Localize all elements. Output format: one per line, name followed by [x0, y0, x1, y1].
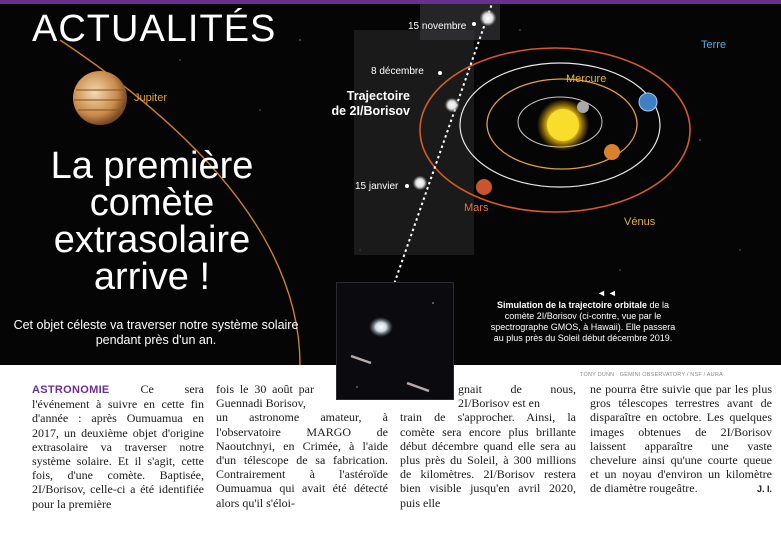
jupiter-planet — [73, 71, 127, 125]
sun-core — [547, 109, 579, 141]
section-title: ACTUALITÉS — [32, 8, 277, 50]
headline-line: comète — [89, 182, 215, 224]
image-caption — [487, 300, 679, 344]
date-label-december: 8 décembre — [371, 66, 424, 77]
trajectory-label-line: Trajectoire — [346, 89, 410, 103]
mars-planet — [476, 179, 492, 195]
date-label-january: 15 janvier — [355, 181, 399, 192]
trajectory-panel — [354, 30, 474, 255]
mercury-planet — [577, 101, 589, 113]
article-text: gnait de nous, 2I/Borisov est en — [458, 382, 576, 411]
mercury-label: Mercure — [566, 73, 607, 85]
subtitle: Cet objet céleste va traverser notre système solaire pendant près d'un an. — [13, 318, 299, 347]
top-accent-bar — [0, 0, 781, 4]
mars-label: Mars — [464, 202, 489, 214]
earth-label: Terre — [701, 39, 727, 51]
article-text: fois le 30 août par Guennadi Borisov, — [216, 382, 314, 411]
article-column-1 — [32, 382, 204, 511]
caption-arrows-icon: ◄◄ — [597, 288, 619, 298]
headline-line: arrive ! — [93, 256, 211, 298]
venus-label: Vénus — [624, 216, 656, 228]
jupiter-label: Jupiter — [134, 92, 168, 104]
article-text: train de s'approcher. Ainsi, la comète sera encore plus brillante début décembre quand elle sera au plus près du Soleil, à 300 millions de kilomètres. 2I/Borisov restera bien visible jusqu'en avril 2020, puis elle — [400, 410, 576, 510]
trajectory-label-line: de 2I/Borisov — [331, 104, 410, 118]
article-text: Ce sera l'événement à suivre en cette fin d'année : après Oumuamua en 2017, un deuxième objet d'origine extrasolaire va traverser notre système solaire. Et il s'agit, cette fois, d'une comète. Baptisée, 2I/Borisov, celle-ci a été identifiée pour la première — [32, 382, 204, 511]
article-text: un astronome amateur, à l'observatoire MARGO de Naoutchnyi, en Crimée, à l'aide d'un télescope de sa fabrication. Contrairement à l'astéroïde Oumuamua qui avait été détecté alors qu'il s'éloi- — [216, 410, 388, 510]
article-column-4 — [590, 382, 772, 497]
article-column-2 — [216, 382, 388, 510]
article-text: ne pourra être suivie que par les plus gros télescopes terrestres avant de disparaître en octobre. Les quelques images obtenues de 2I/Borisov laissent apparaître une vaste chevelure ainsi qu'une courte queue et un noyau d'environ un kilomètre de diamètre rougeâtre. — [590, 382, 772, 496]
trajectory-label — [318, 89, 410, 119]
date-label-november: 15 novembre — [408, 21, 467, 32]
headline-line: La première — [50, 145, 254, 187]
article-column-3 — [400, 382, 576, 510]
headline-line: extrasolaire — [53, 219, 251, 261]
caption-bold: Simulation de la trajectoire orbitale — [496, 300, 647, 310]
article-kicker: ASTRONOMIE — [32, 384, 110, 396]
venus-planet — [604, 144, 620, 160]
author-signature: J. I. — [756, 484, 772, 495]
caption-text: de la comète 2I/Borisov (ci-contre, vue par le spectrographe GMOS, à Hawaii). Elle passera au plus près du Soleil début décembre 2019. — [490, 300, 676, 343]
photo-credit: TONY DUNN · GEMINI OBSERVATORY / NSF / AURA — [580, 372, 723, 378]
headline — [22, 145, 282, 298]
